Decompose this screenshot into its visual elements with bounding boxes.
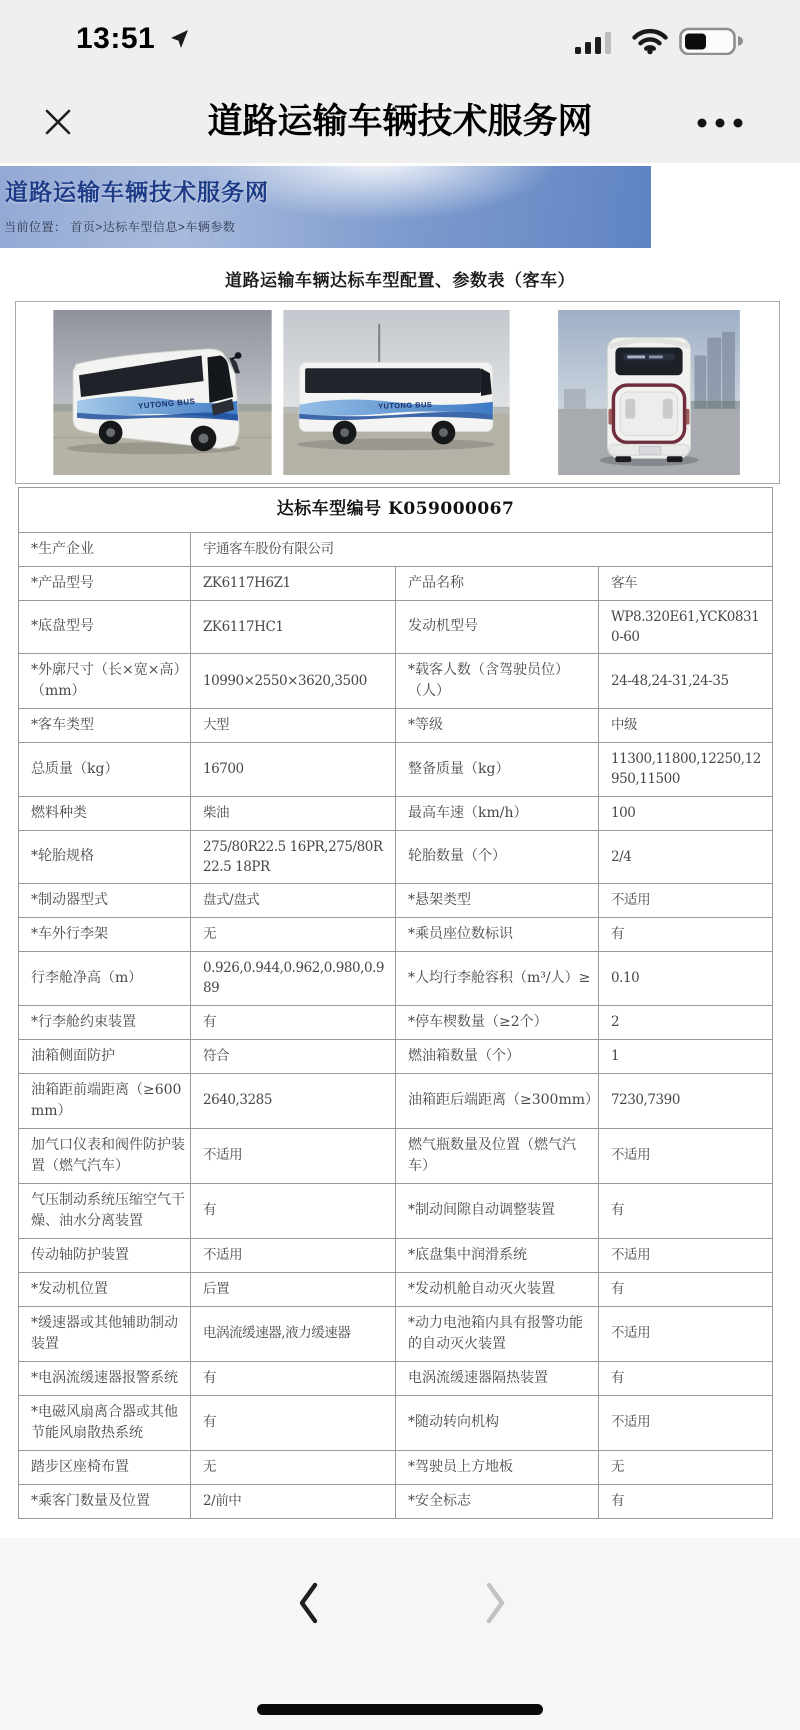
cell-value: 2 <box>599 1005 773 1039</box>
table-row <box>19 1039 773 1073</box>
cell-label: *发动机舱自动灭火装置 <box>396 1272 599 1306</box>
table-row <box>19 600 773 654</box>
table-row <box>19 743 773 797</box>
wifi-icon <box>631 27 669 60</box>
cell-label: *底盘集中润滑系统 <box>396 1238 599 1272</box>
cell-value: 宇通客车股份有限公司 <box>191 532 773 566</box>
browser-footer <box>0 1538 800 1730</box>
more-menu-icon[interactable] <box>696 116 744 134</box>
cell-value: 柴油 <box>191 796 396 830</box>
cell-value: 0.10 <box>599 952 773 1006</box>
cell-label: *发动机位置 <box>19 1272 191 1306</box>
cell-label: 产品名称 <box>396 566 599 600</box>
site-title: 道路运输车辆技术服务网 <box>5 179 269 205</box>
cell-value: 大型 <box>191 709 396 743</box>
cell-value: 不适用 <box>191 1128 396 1183</box>
table-row <box>19 1306 773 1361</box>
cell-label: *生产企业 <box>19 532 191 566</box>
cell-value: 电涡流缓速器,液力缓速器 <box>191 1306 396 1361</box>
cell-label: 行李舱净高（m） <box>19 952 191 1006</box>
bus-livery-text: YUTONG BUS <box>137 396 196 411</box>
cell-value: WP8.320E61,YCK08310-60 <box>599 600 773 654</box>
cell-label: 最高车速（km/h） <box>396 796 599 830</box>
cell-value: 0.926,0.944,0.962,0.980,0.989 <box>191 952 396 1006</box>
table-row <box>19 1005 773 1039</box>
cell-value: 有 <box>191 1395 396 1450</box>
site-banner <box>0 166 651 248</box>
table-row <box>19 1128 773 1183</box>
cell-label: 油箱距前端距离（≥600mm） <box>19 1073 191 1128</box>
table-row <box>19 1361 773 1395</box>
cell-label: *随动转向机构 <box>396 1395 599 1450</box>
status-bar <box>0 0 800 80</box>
window-title: 道路运输车辆技术服务网 <box>207 102 593 141</box>
cell-value: 1 <box>599 1039 773 1073</box>
cell-value: 有 <box>599 1484 773 1518</box>
cell-label: *动力电池箱内具有报警功能的自动灭火装置 <box>396 1306 599 1361</box>
bus-photo-front-quarter <box>52 310 273 475</box>
clock: 13:51 <box>76 22 156 55</box>
cell-value: 100 <box>599 796 773 830</box>
cell-value: ZK6117H6Z1 <box>191 566 396 600</box>
cell-label: 轮胎数量（个） <box>396 830 599 884</box>
home-indicator[interactable] <box>257 1704 543 1715</box>
table-row <box>19 1238 773 1272</box>
cell-value: 16700 <box>191 743 396 797</box>
spec-table-body <box>19 488 773 1519</box>
top-bar <box>0 0 800 163</box>
cell-value: 不适用 <box>191 1238 396 1272</box>
cell-label: *车外行李架 <box>19 918 191 952</box>
cell-value: 有 <box>191 1361 396 1395</box>
model-code-cell: 达标车型编号 K059000067 <box>19 488 773 533</box>
breadcrumb[interactable]: 当前位置： 首页>达标车型信息>车辆参数 <box>4 220 236 234</box>
cell-value: 2/前中 <box>191 1484 396 1518</box>
cell-label: 传动轴防护装置 <box>19 1238 191 1272</box>
table-row <box>19 952 773 1006</box>
cell-label: *客车类型 <box>19 709 191 743</box>
back-button[interactable] <box>294 1580 322 1631</box>
table-row <box>19 1450 773 1484</box>
table-row <box>19 1484 773 1518</box>
vehicle-photos-frame <box>15 301 780 484</box>
cell-value: 有 <box>191 1005 396 1039</box>
cell-label: *外廓尺寸（长×宽×高）（mm） <box>19 654 191 709</box>
table-row <box>19 1272 773 1306</box>
cell-label: 电涡流缓速器隔热装置 <box>396 1361 599 1395</box>
cell-value: 不适用 <box>599 1306 773 1361</box>
cell-value: 后置 <box>191 1272 396 1306</box>
cell-label: *行李舱约束装置 <box>19 1005 191 1039</box>
cell-value: 275/80R22.5 16PR,275/80R22.5 18PR <box>191 830 396 884</box>
cell-label: *悬架类型 <box>396 884 599 918</box>
table-row <box>19 709 773 743</box>
table-row <box>19 532 773 566</box>
cell-value: 2640,3285 <box>191 1073 396 1128</box>
cell-label: *产品型号 <box>19 566 191 600</box>
cell-value: 不适用 <box>599 884 773 918</box>
cell-label: 气压制动系统压缩空气干燥、油水分离装置 <box>19 1183 191 1238</box>
table-row <box>19 796 773 830</box>
table-row <box>19 654 773 709</box>
table-row <box>19 830 773 884</box>
cell-label: 加气口仪表和阀件防护装置（燃气汽车） <box>19 1128 191 1183</box>
cell-value: 无 <box>191 1450 396 1484</box>
cell-label: *驾驶员上方地板 <box>396 1450 599 1484</box>
cell-label: *轮胎规格 <box>19 830 191 884</box>
cell-label: *停车楔数量（≥2个） <box>396 1005 599 1039</box>
cell-label: 油箱距后端距离（≥300mm） <box>396 1073 599 1128</box>
cell-label: *人均行李舱容积（m³/人）≥ <box>396 952 599 1006</box>
cell-value: 24-48,24-31,24-35 <box>599 654 773 709</box>
cell-value: 11300,11800,12250,12950,11500 <box>599 743 773 797</box>
cellular-signal-icon <box>575 28 615 61</box>
bus-photo-side <box>282 310 511 475</box>
cell-value: 符合 <box>191 1039 396 1073</box>
cell-label: *底盘型号 <box>19 600 191 654</box>
table-row <box>19 488 773 533</box>
table-row <box>19 1395 773 1450</box>
cell-label: 发动机型号 <box>396 600 599 654</box>
cell-label: 油箱侧面防护 <box>19 1039 191 1073</box>
cell-value: 2/4 <box>599 830 773 884</box>
cell-value: 有 <box>599 1272 773 1306</box>
spec-table <box>18 487 773 1519</box>
cell-label: *电涡流缓速器报警系统 <box>19 1361 191 1395</box>
cell-value: 7230,7390 <box>599 1073 773 1128</box>
cell-value: 中级 <box>599 709 773 743</box>
page-title: 道路运输车辆达标车型配置、参数表（客车） <box>225 271 575 290</box>
cell-label: *缓速器或其他辅助制动装置 <box>19 1306 191 1361</box>
cell-label: *安全标志 <box>396 1484 599 1518</box>
cell-label: 燃气瓶数量及位置（燃气汽车） <box>396 1128 599 1183</box>
bus-photo-rear <box>557 310 741 475</box>
cell-value: 有 <box>599 1183 773 1238</box>
cell-label: 整备质量（kg） <box>396 743 599 797</box>
battery-icon <box>679 27 747 60</box>
table-row <box>19 566 773 600</box>
cell-label: *乘客门数量及位置 <box>19 1484 191 1518</box>
cell-value: 不适用 <box>599 1395 773 1450</box>
cell-label: 总质量（kg） <box>19 743 191 797</box>
cell-label: *载客人数（含驾驶员位）（人） <box>396 654 599 709</box>
location-arrow-icon <box>168 28 190 55</box>
cell-value: 有 <box>599 918 773 952</box>
forward-button[interactable] <box>482 1580 510 1631</box>
cell-label: *等级 <box>396 709 599 743</box>
table-row <box>19 1073 773 1128</box>
cell-value: 不适用 <box>599 1128 773 1183</box>
cell-label: *制动间隙自动调整装置 <box>396 1183 599 1238</box>
cell-label: *电磁风扇离合器或其他节能风扇散热系统 <box>19 1395 191 1450</box>
cell-value: 有 <box>191 1183 396 1238</box>
cell-value: ZK6117HC1 <box>191 600 396 654</box>
cell-label: 燃料种类 <box>19 796 191 830</box>
table-row <box>19 1183 773 1238</box>
cell-value: 盘式/盘式 <box>191 884 396 918</box>
cell-label: 踏步区座椅布置 <box>19 1450 191 1484</box>
cell-label: *制动器型式 <box>19 884 191 918</box>
cell-label: 燃油箱数量（个） <box>396 1039 599 1073</box>
cell-value: 不适用 <box>599 1238 773 1272</box>
cell-value: 无 <box>599 1450 773 1484</box>
table-row <box>19 884 773 918</box>
cell-label: *乘员座位数标识 <box>396 918 599 952</box>
bus-livery-text: YUTONG BUS <box>377 399 433 411</box>
nav-bar <box>0 80 800 163</box>
cell-value: 10990×2550×3620,3500 <box>191 654 396 709</box>
table-row <box>19 918 773 952</box>
cell-value: 客车 <box>599 566 773 600</box>
cell-value: 无 <box>191 918 396 952</box>
cell-value: 有 <box>599 1361 773 1395</box>
